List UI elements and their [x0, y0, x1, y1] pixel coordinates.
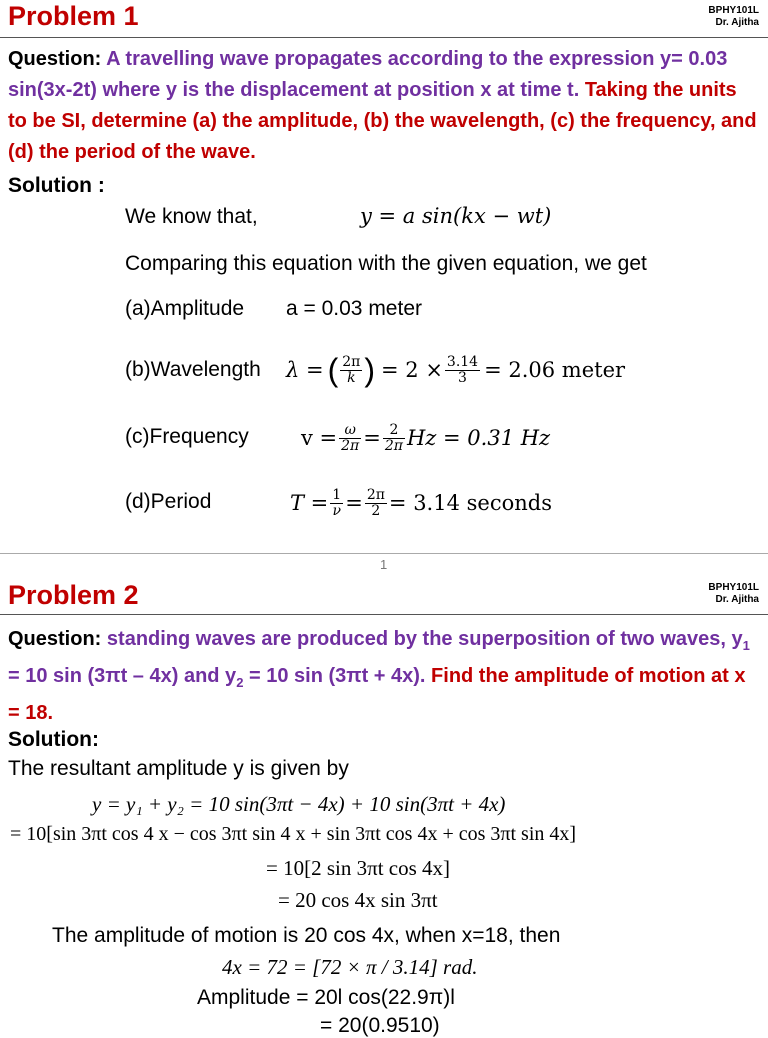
- question-text-red: Taking the units to be SI, determine (a) the amplitude, (b) the wavelength, (c) the frequency, and (d) the period of the wave.: [8, 79, 757, 163]
- question-text-purple: A travelling wave propagates according to the expression y= 0.03 sin(3x-2t) where y is the displacement at position x at time t.: [8, 48, 728, 101]
- question-label: Question:: [8, 48, 102, 70]
- period-frac2-num: 2π: [366, 486, 385, 503]
- lambda-symbol: λ =: [286, 358, 324, 382]
- wavelength-label: (b)Wavelength: [125, 358, 261, 381]
- subscript-2: 2: [236, 675, 244, 690]
- equation-2: = 10[sin 3πt cos 4 x − cos 3πt sin 4 x + sin 3πt cos 4x + cos 3πt sin 4x]: [10, 823, 577, 845]
- general-equation: y = a sin(kx − wt): [360, 204, 552, 228]
- frequency-eq: =: [363, 426, 381, 450]
- slide-separator: [0, 553, 768, 554]
- frequency-frac2-num: 2: [383, 423, 405, 439]
- solution-label-1: Solution :: [8, 174, 105, 197]
- period-label: (d)Period: [125, 490, 212, 513]
- amplitude-text: The amplitude of motion is 20 cos 4x, when x=18, then: [52, 924, 561, 947]
- frequency-label: (c)Frequency: [125, 425, 249, 448]
- wavelength-frac-num: 2π: [342, 353, 361, 370]
- wavelength-mid: = 2 ×: [381, 358, 443, 382]
- nu-symbol: v =: [301, 426, 338, 450]
- frequency-frac2-den: 2π: [384, 437, 403, 454]
- question-label: Question:: [8, 628, 102, 650]
- equation-4: = 20 cos 4x sin 3πt: [278, 888, 438, 912]
- title-divider-1: [0, 37, 768, 38]
- frequency-result: Hz = 0.31 Hz: [406, 426, 551, 450]
- title-divider-2: [0, 614, 768, 615]
- wavelength-frac2-den: 3: [458, 369, 467, 386]
- period-eq: =: [345, 491, 363, 515]
- question-text-red: Find the amplitude of motion at x = 18.: [8, 665, 746, 724]
- wavelength-result: = 2.06 meter: [484, 358, 626, 382]
- period-frac-den: ν: [332, 502, 341, 519]
- question-text-purple-3: = 10 sin (3πt + 4x).: [243, 665, 426, 687]
- frequency-frac-den: 2π: [341, 437, 360, 454]
- period-frac2-den: 2: [371, 502, 381, 519]
- frequency-frac-num: ω: [339, 423, 361, 439]
- amplitude-value: a = 0.03 meter: [286, 297, 422, 320]
- period-equation: [290, 477, 552, 529]
- period-frac-num: 1: [332, 486, 342, 503]
- problem-1-title: Problem 1: [8, 1, 139, 31]
- author-name: Dr. Ajitha: [715, 594, 759, 605]
- question-2: [8, 624, 760, 729]
- frequency-equation: [301, 412, 550, 464]
- question-text-purple-1: standing waves are produced by the superposition of two waves, y: [106, 628, 743, 650]
- course-badge-2: [708, 582, 759, 606]
- equation-5: 4x = 72 = [72 × π / 3.14] rad.: [222, 955, 478, 979]
- equation-1: y = y₁ + y₂ = 10 sin(3πt − 4x) + 10 sin(3πt + 4x): [92, 792, 506, 816]
- course-code: BPHY101L: [708, 582, 759, 593]
- equation-3: = 10[2 sin 3πt cos 4x]: [266, 856, 451, 880]
- amplitude-line: Amplitude = 20l cos(22.9π)l: [197, 986, 455, 1009]
- period-T: T =: [290, 491, 329, 515]
- amplitude-label: (a)Amplitude: [125, 297, 245, 320]
- question-1: [8, 44, 760, 168]
- resultant-text: The resultant amplitude y is given by: [8, 757, 349, 780]
- solution-label-2: Solution:: [8, 728, 99, 751]
- period-result: = 3.14 seconds: [388, 491, 552, 515]
- page-number: 1: [380, 557, 388, 572]
- amplitude-value-cut: = 20(0.9510): [320, 1014, 440, 1037]
- problem-2-title: Problem 2: [8, 580, 139, 610]
- wavelength-equation: λ = ( $\frac{2\pi}{k}$ ) = 2 × $\frac{3.14}{3}$ = 2.06 meter: [286, 352, 626, 388]
- question-text-purple-2: = 10 sin (3πt – 4x) and y: [8, 665, 237, 687]
- compare-text: Comparing this equation with the given equation, we get: [125, 252, 647, 275]
- wavelength-frac2-num: 3.14: [446, 353, 479, 370]
- know-text: We know that,: [125, 205, 258, 228]
- course-badge-1: [708, 5, 759, 29]
- course-code: BPHY101L: [708, 5, 759, 16]
- subscript-1: 1: [742, 638, 750, 653]
- wavelength-frac-den: k: [347, 369, 356, 386]
- author-name: Dr. Ajitha: [715, 17, 759, 28]
